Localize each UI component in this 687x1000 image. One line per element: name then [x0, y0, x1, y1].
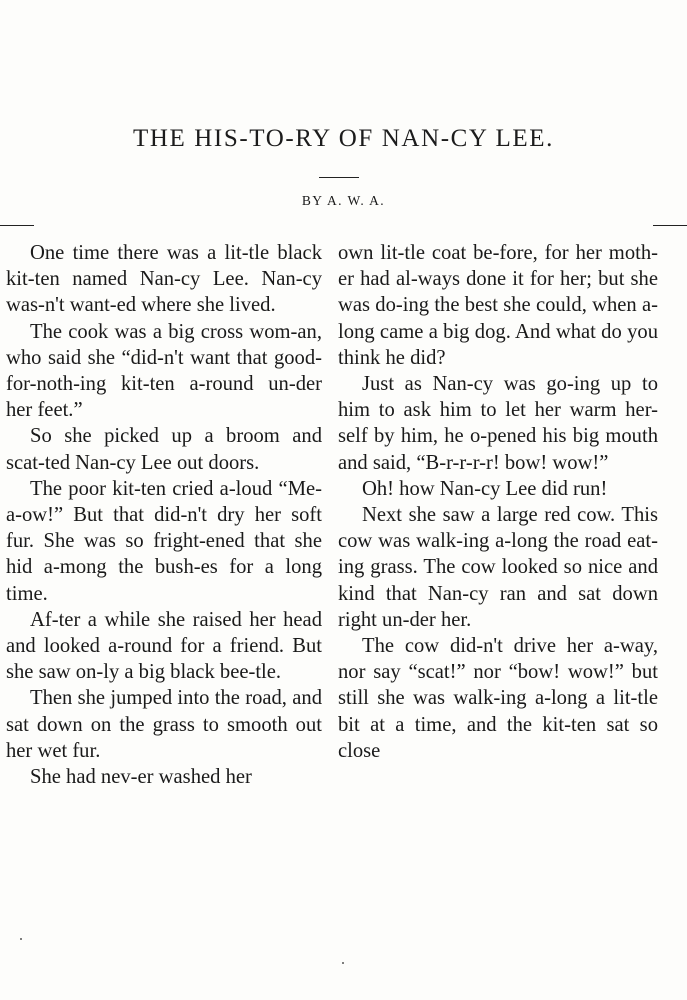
paragraph: She had nev-er washed her	[30, 766, 252, 789]
paragraph: Af-ter a while she raised her head and looked a-round for a friend. But she saw on-ly a big black bee-tle.	[6, 608, 322, 684]
left-column	[6, 240, 322, 790]
paragraph: own lit-tle coat be-fore, for her moth-er had al-ways done it for her; but she was do-ing the best she could, when a-long came a big dog. And what do you think he did?	[338, 242, 658, 369]
paragraph: So she picked up a broom and scat-ted Nan-cy Lee out doors.	[6, 425, 322, 474]
article-title: THE HIS-TO-RY OF NAN-CY LEE.	[133, 125, 554, 152]
paragraph: Next she saw a large red cow. This cow was walk-ing a-long the road eat-ing grass. The cow looked so nice and kind that Nan-cy ran and sat down right un-der her.	[338, 504, 658, 631]
paragraph: Then she jumped into the road, and sat down on the grass to smooth out her wet fur.	[6, 687, 322, 762]
title-divider	[319, 177, 359, 178]
print-speck	[20, 938, 22, 940]
paragraph: Just as Nan-cy was go-ing up to him to ask him to let her warm her-self by him, he o-pened his big mouth and said, “B-r-r-r-r! bow! wow!”	[338, 373, 658, 474]
article-byline: BY A. W. A.	[301, 193, 386, 208]
left-column-rule	[0, 225, 34, 226]
paragraph: Oh! how Nan-cy Lee did run!	[362, 477, 608, 500]
print-speck	[342, 962, 344, 964]
paragraph: One time there was a lit-tle black kit-ten named Nan-cy Lee. Nan-cy was-n't want-ed where she lived.	[6, 242, 322, 317]
right-column-rule	[653, 225, 687, 226]
paragraph: The poor kit-ten cried a-loud “Me-a-ow!” But that did-n't dry her soft fur. She was so fright-ened that she hid a-mong the bush-es for a long time.	[6, 477, 322, 605]
paragraph: The cow did-n't drive her a-way, nor say “scat!” nor “bow! wow!” but still she was walk-ing a-long a lit-tle bit at a time, and the kit-ten sat so close	[338, 635, 658, 762]
paragraph: The cook was a big cross wom-an, who said she “did-n't want that good-for-noth-ing kit-ten a-round un-der her feet.”	[6, 320, 322, 422]
right-column	[338, 240, 658, 764]
